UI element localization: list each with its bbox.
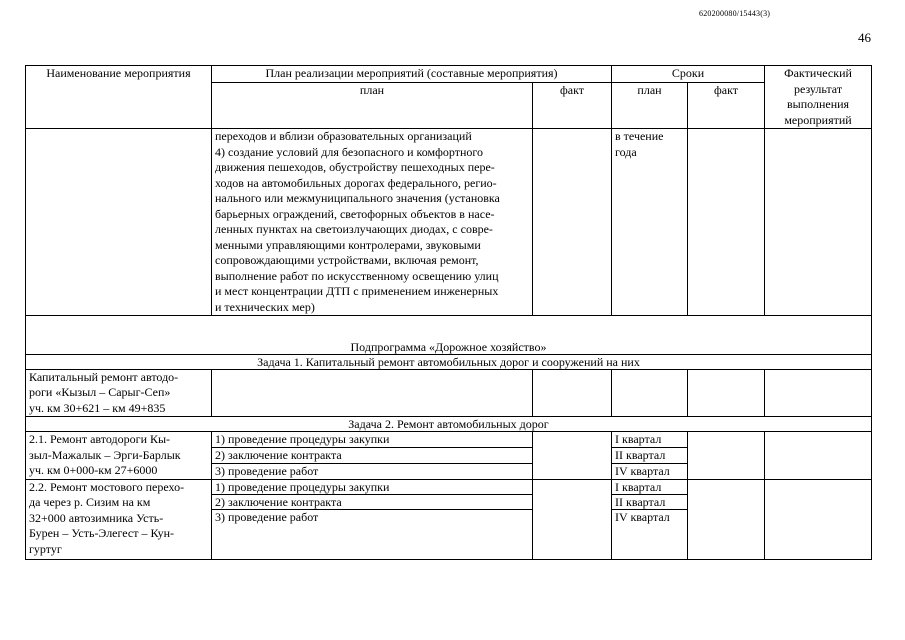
item1-step-term: I квартал bbox=[612, 432, 688, 448]
text-line: и мест концентрации ДТП с применением инженерных bbox=[215, 284, 499, 298]
subprogram-title: Подпрограмма «Дорожное хозяйство» bbox=[26, 340, 872, 355]
item1-step-plan: 3) проведение работ bbox=[212, 463, 533, 479]
text-line: барьерных ограждений, светофорных объектов в насе- bbox=[215, 206, 495, 221]
text-line: менными управляющими контролерами, звуковыми bbox=[215, 237, 481, 252]
text-line: ходов на автомобильных дорогах федерального, регио- bbox=[215, 175, 497, 190]
text-line: сопровождающими устройствами, включая ремонт, bbox=[215, 253, 479, 267]
subprogram-row bbox=[26, 340, 872, 355]
text-line: 4) создание условий для безопасного и комфортного bbox=[215, 144, 484, 159]
header-plan-group: План реализации мероприятий (составные мероприятия) bbox=[212, 66, 612, 83]
continuation-plan bbox=[212, 129, 533, 316]
task2-title: Задача 2. Ремонт автомобильных дорог bbox=[26, 417, 872, 432]
task1-title: Задача 1. Капитальный ремонт автомобильных дорог и сооружений на них bbox=[26, 354, 872, 369]
header-terms-group: Сроки bbox=[612, 66, 765, 83]
item2-step-plan: 3) проведение работ bbox=[212, 509, 533, 559]
text-line: гуртуг bbox=[29, 541, 62, 556]
task1-name bbox=[26, 369, 212, 417]
task1-row bbox=[26, 369, 872, 417]
text-line: уч. км 0+000-км 27+6000 bbox=[29, 463, 158, 477]
continuation-fact bbox=[533, 129, 612, 316]
text-line: в течение bbox=[615, 129, 664, 143]
text-line: 2.2. Ремонт мостового перехо- bbox=[29, 479, 185, 494]
continuation-term bbox=[612, 129, 688, 316]
document-id: 620200080/15443(3) bbox=[699, 9, 771, 18]
text-line: нального или межмуниципального значения (установка bbox=[215, 191, 500, 205]
item2-step-term: IV квартал bbox=[612, 509, 688, 559]
continuation-name bbox=[26, 129, 212, 316]
item1-step-plan: 1) проведение процедуры закупки bbox=[212, 432, 533, 448]
text-line: 32+000 автозимника Усть- bbox=[29, 510, 164, 525]
item1-step-term: II квартал bbox=[612, 447, 688, 463]
item2-step-plan: 1) проведение процедуры закупки bbox=[212, 479, 533, 494]
text-line: 2.1. Ремонт автодороги Кы- bbox=[29, 432, 171, 446]
item2-step-term: I квартал bbox=[612, 479, 688, 494]
item1-step-plan: 2) заключение контракта bbox=[212, 447, 533, 463]
text-line: уч. км 30+621 – км 49+835 bbox=[29, 400, 166, 415]
page-number: 46 bbox=[858, 30, 871, 45]
header-sub-terms-fact: факт bbox=[688, 82, 765, 128]
task2-item2-row bbox=[26, 479, 872, 494]
item2-name bbox=[26, 479, 212, 559]
header-name: Наименование мероприятия bbox=[26, 66, 212, 129]
text-line: переходов и вблизи образовательных организаций bbox=[215, 129, 472, 143]
text-line: года bbox=[615, 144, 637, 159]
text-line: Бурен – Усть-Элегест – Кун- bbox=[29, 526, 174, 540]
item1-name bbox=[26, 432, 212, 480]
text-line: ленных пунктах на светоизлучающих диодах, с совре- bbox=[215, 222, 493, 236]
spacer-row bbox=[26, 316, 872, 340]
text-line: зыл-Мажалык – Эрги-Барлык bbox=[29, 447, 181, 462]
measures-table bbox=[25, 65, 872, 560]
text-line: и технических мер) bbox=[215, 299, 315, 314]
text-line: движения пешеходов, обустройству пешеходных пере- bbox=[215, 160, 495, 174]
item2-step-term: II квартал bbox=[612, 494, 688, 509]
text-line: выполнение работ по искусственному освещению улиц bbox=[215, 268, 499, 283]
continuation-row bbox=[26, 129, 872, 316]
text-line: роги «Кызыл – Сарыг-Сеп» bbox=[29, 385, 171, 399]
task1-title-row bbox=[26, 354, 872, 369]
continuation-result bbox=[765, 129, 872, 316]
text-line: Капитальный ремонт автодо- bbox=[29, 369, 179, 384]
task2-title-row bbox=[26, 417, 872, 432]
task2-item1-row bbox=[26, 432, 872, 448]
text-line: да через р. Сизим на км bbox=[29, 495, 151, 509]
header-sub-plan: план bbox=[212, 82, 533, 128]
header-row-1 bbox=[26, 66, 872, 83]
continuation-term-fact bbox=[688, 129, 765, 316]
item1-step-term: IV квартал bbox=[612, 463, 688, 479]
header-result: Фактический результат выполнения мероприятий bbox=[765, 66, 872, 129]
header-sub-fact: факт bbox=[533, 82, 612, 128]
header-sub-terms-plan: план bbox=[612, 82, 688, 128]
item2-step-plan: 2) заключение контракта bbox=[212, 494, 533, 509]
